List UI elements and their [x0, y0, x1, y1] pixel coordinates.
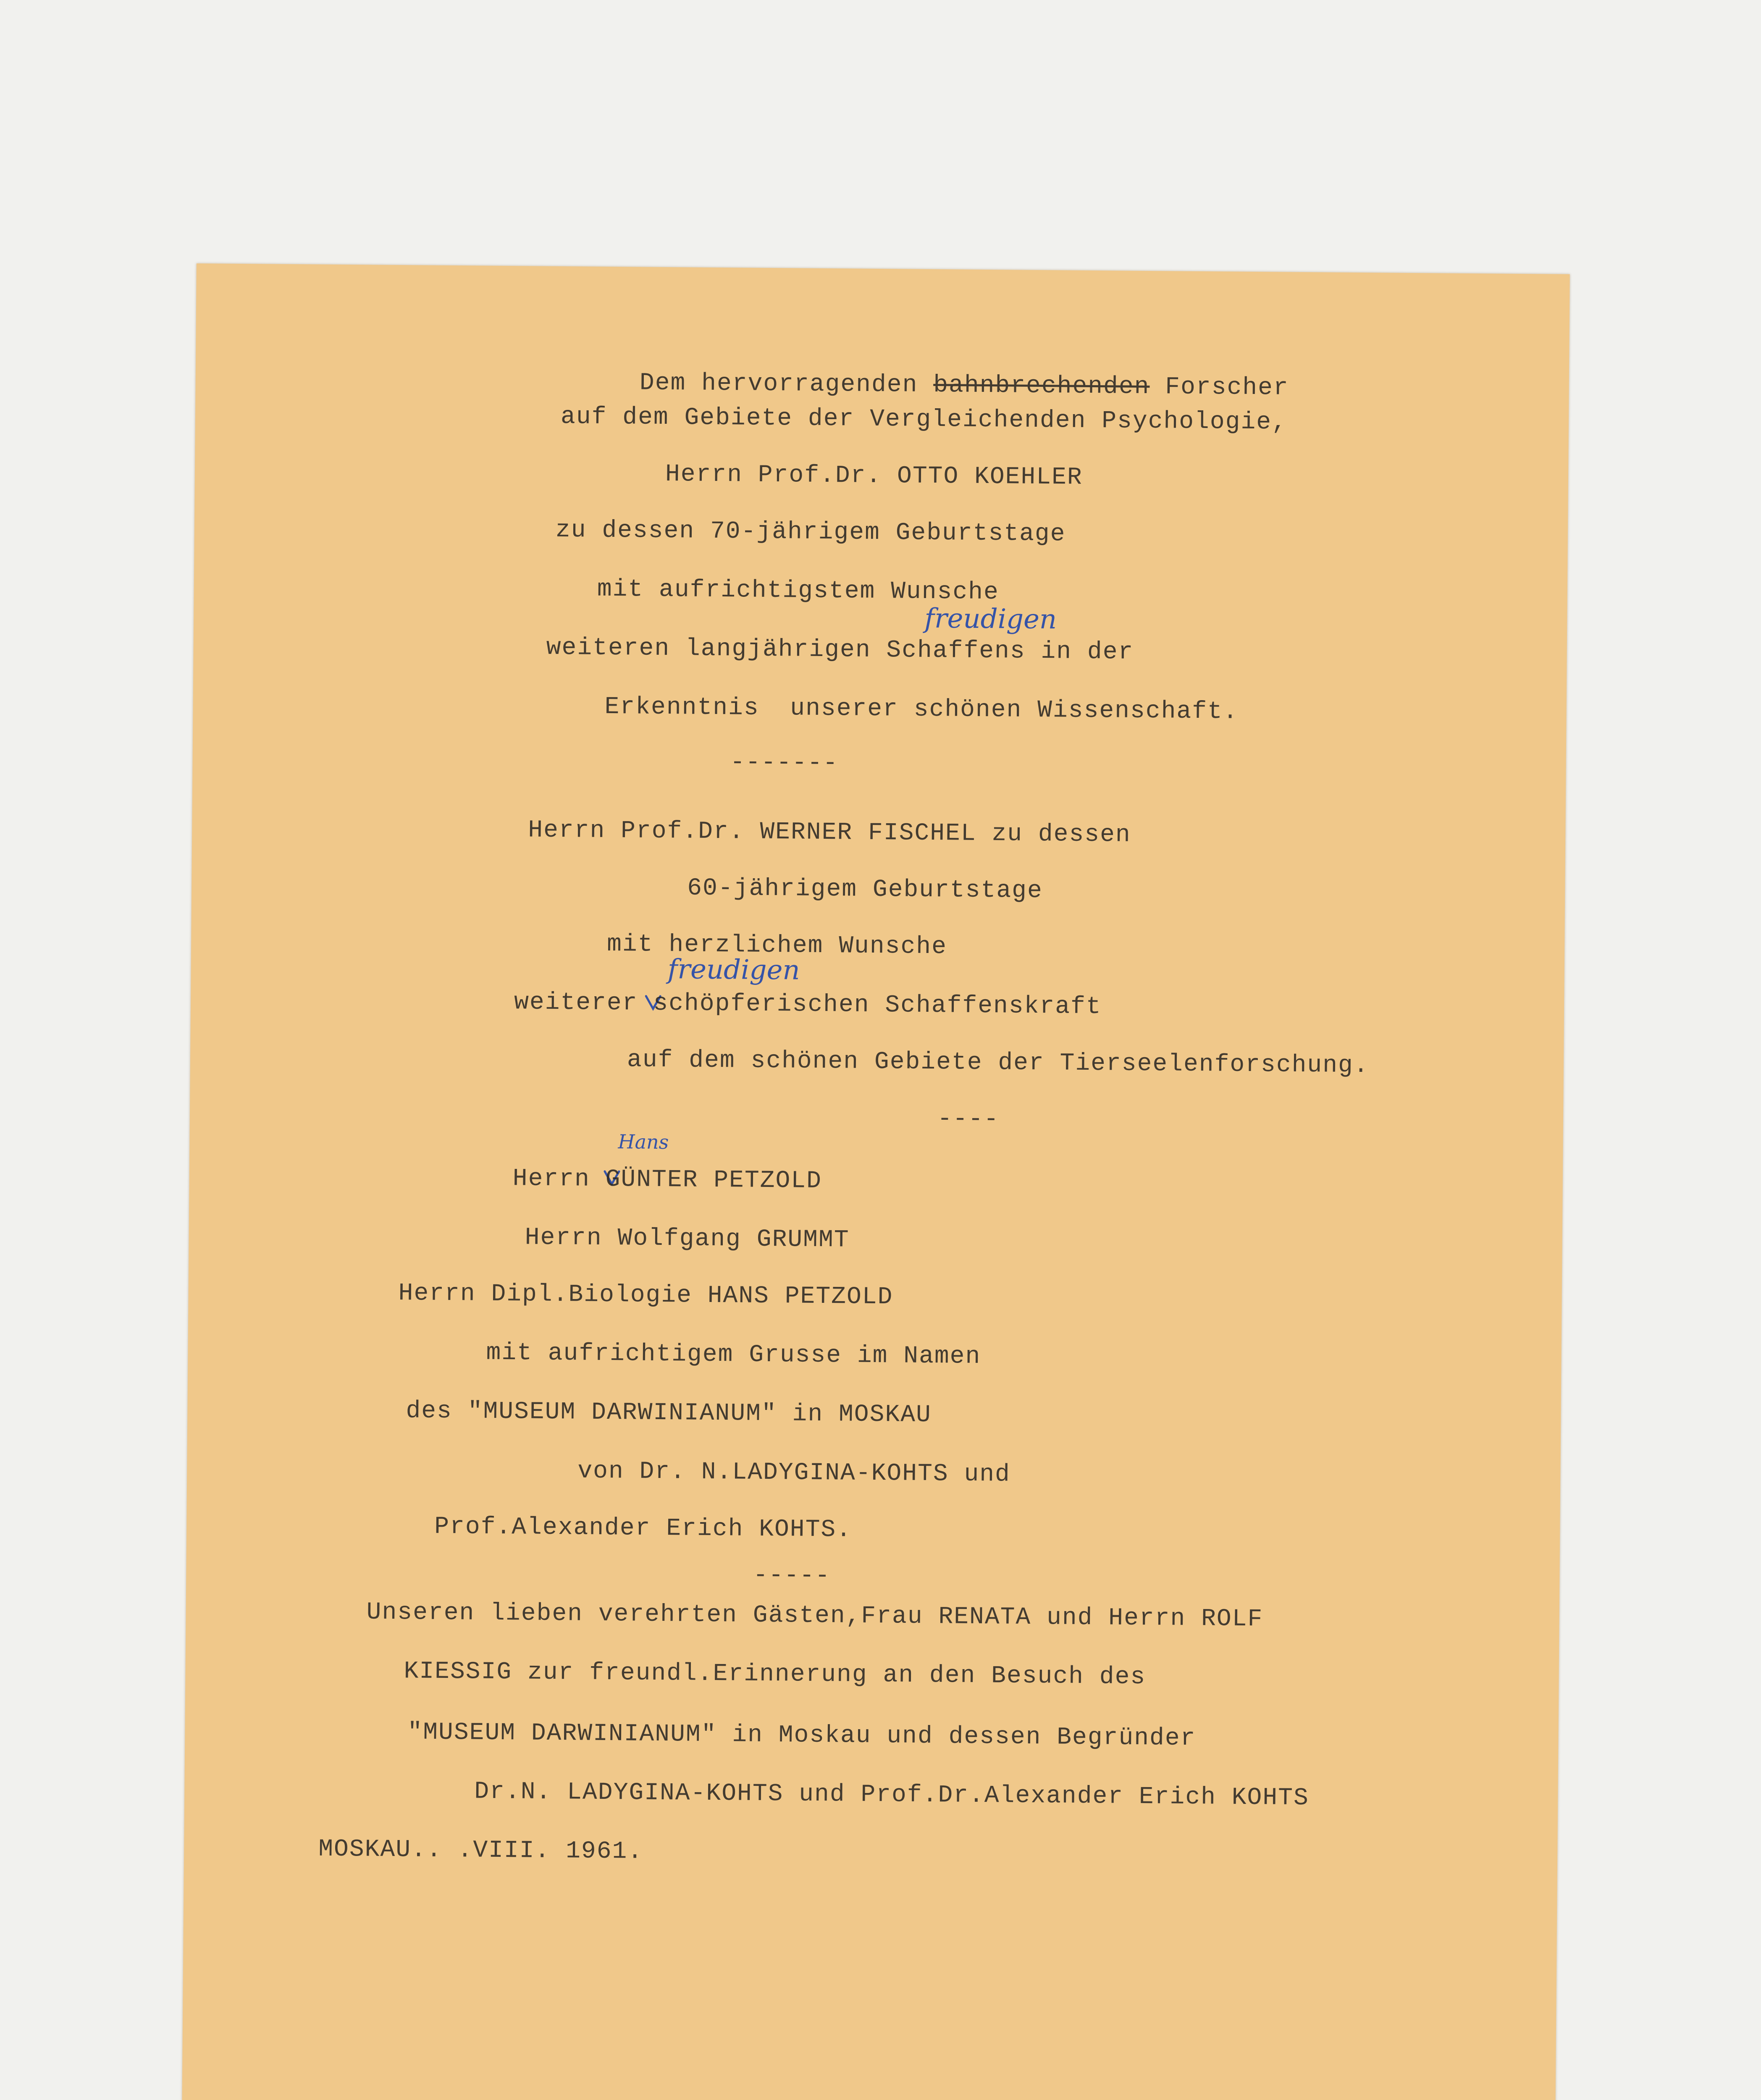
handwritten-insert-freudigen-1: freudigen: [924, 603, 1057, 635]
kiessig-line-3: "MUSEUM DARWINIANUM" in Moskau und dessen Begründer: [407, 1719, 1196, 1753]
fischel-line-5: auf dem schönen Gebiete der Tierseelenforschung.: [627, 1046, 1369, 1080]
fischel-line-4: weiterer schöpferischen Schaffenskraft: [514, 989, 1102, 1021]
kiessig-line-4: Dr.N. LADYGINA-KOHTS und Prof.Dr.Alexander Erich KOHTS: [474, 1778, 1310, 1812]
document-sheet: [181, 263, 1570, 2100]
koehler-line-7: Erkenntnis unserer schönen Wissenschaft.: [604, 693, 1239, 726]
koehler-line-6: weiteren langjährigen Schaffens in der: [546, 634, 1134, 666]
petzold-line-4: mit aufrichtigem Grusse im Namen: [486, 1339, 981, 1370]
petzold-line-2: Herrn Wolfgang GRUMMT: [525, 1224, 850, 1254]
koehler-line-1-pre: Dem hervorragenden: [639, 369, 934, 399]
fischel-line-3: mit herzlichem Wunsche: [606, 930, 947, 961]
petzold-line-7: Prof.Alexander Erich KOHTS.: [434, 1513, 852, 1544]
fischel-separator: ----: [937, 1105, 1000, 1134]
handwritten-insert-freudigen-2: freudigen: [667, 954, 800, 986]
petzold-line-1: Herrn GÜNTER PETZOLD: [512, 1165, 822, 1195]
petzold-line-5: des "MUSEUM DARWINIANUM" in MOSKAU: [406, 1397, 932, 1429]
koehler-struck-word: bahnbrechenden: [933, 372, 1150, 401]
koehler-line-4: zu dessen 70-jährigem Geburtstage: [555, 516, 1066, 548]
kiessig-line-1: Unseren lieben verehrten Gästen,Frau RENATA und Herrn ROLF: [366, 1599, 1263, 1633]
koehler-line-3: Herrn Prof.Dr. OTTO KOEHLER: [665, 461, 1083, 491]
koehler-line-1-post: Forscher: [1150, 373, 1289, 402]
fischel-line-2: 60-jährigem Geburtstage: [687, 874, 1043, 905]
date-line: MOSKAU.. .VIII. 1961.: [318, 1835, 643, 1866]
koehler-line-5: mit aufrichtigstem Wunsche: [597, 575, 999, 606]
fischel-line-1: Herrn Prof.Dr. WERNER FISCHEL zu dessen: [528, 816, 1131, 849]
petzold-separator: -----: [753, 1562, 831, 1590]
petzold-line-3: Herrn Dipl.Biologie HANS PETZOLD: [398, 1280, 893, 1311]
koehler-separator: -------: [730, 749, 839, 777]
kiessig-line-2: KIESSIG zur freundl.Erinnerung an den Besuch des: [404, 1658, 1146, 1691]
petzold-line-6: von Dr. N.LADYGINA-KOHTS und: [577, 1457, 1011, 1488]
koehler-line-2: auf dem Gebiete der Vergleichenden Psychologie,: [560, 403, 1288, 436]
handwritten-insert-hans: Hans: [618, 1130, 669, 1154]
